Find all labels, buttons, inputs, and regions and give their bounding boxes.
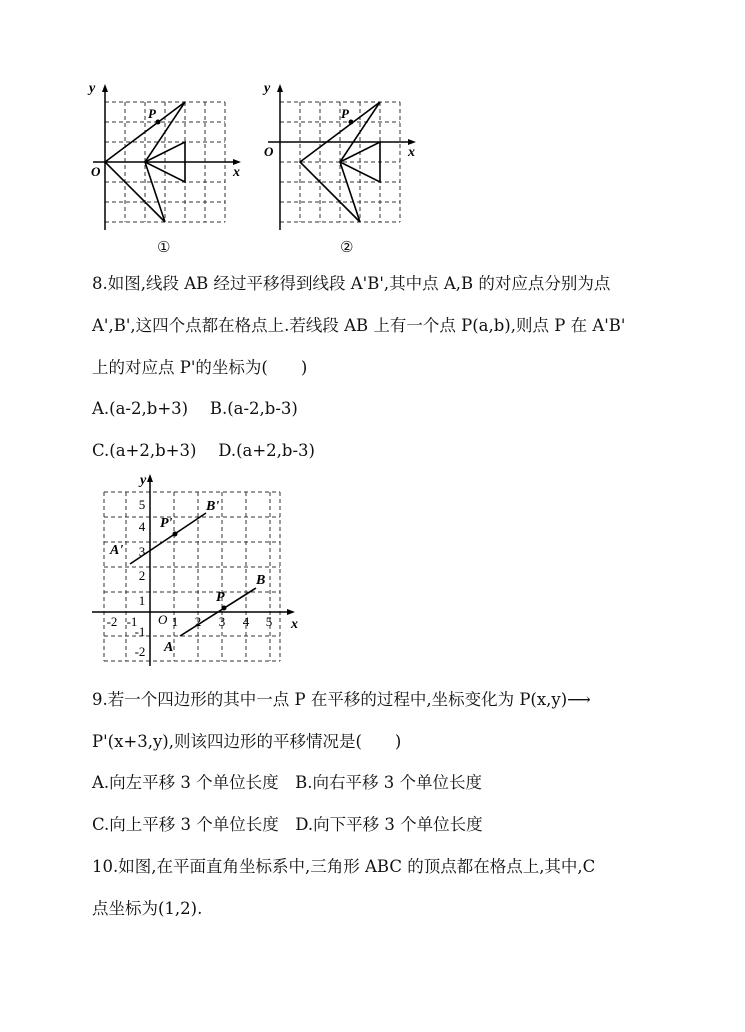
point-p <box>222 606 227 611</box>
figure-2-caption: ② <box>340 238 354 256</box>
p-label: P <box>148 106 156 121</box>
label-p-prime: P' <box>160 516 173 531</box>
y-axis-label: y <box>264 81 271 96</box>
label-a: A <box>164 640 174 655</box>
q8-line-1: 8.如图,线段 AB 经过平移得到线段 A'B',其中点 A,B 的对应点分别为点 <box>92 274 611 293</box>
point-p-prime <box>173 532 178 537</box>
x-tick-neg1: -1 <box>126 614 138 629</box>
y-tick-4: 4 <box>138 519 146 534</box>
point-p <box>156 120 161 125</box>
x-axis-label: x <box>291 617 298 632</box>
label-p: P <box>216 590 225 605</box>
y-axis-label: y <box>140 473 147 488</box>
q8-line-3: 上的对应点 P'的坐标为( ) <box>92 358 308 377</box>
q9-options-1: A.向左平移 3 个单位长度 B.向右平移 3 个单位长度 <box>92 773 483 792</box>
q9-line-1: 9.若一个四边形的其中一点 P 在平移的过程中,坐标变化为 P(x,y)⟶ <box>92 690 591 709</box>
x-tick-2: 2 <box>194 614 202 629</box>
x-tick-1: 1 <box>171 614 179 629</box>
q10-line-1: 10.如图,在平面直角坐标系中,三角形 ABC 的顶点都在格点上,其中,C <box>92 857 596 876</box>
y-tick-3: 3 <box>138 544 146 559</box>
label-a-prime: A' <box>110 543 124 558</box>
y-tick-2: 2 <box>138 568 146 583</box>
x-tick-5: 5 <box>265 614 273 629</box>
q8-options-2: C.(a+2,b+3) D.(a+2,b-3) <box>92 441 315 460</box>
x-tick-neg2: -2 <box>106 614 118 629</box>
y-tick-neg2: -2 <box>134 644 146 659</box>
q8-coordinate-figure <box>88 468 308 668</box>
y-tick-5: 5 <box>138 497 146 512</box>
figure-2 <box>262 78 422 238</box>
figure-1-caption: ① <box>157 238 171 256</box>
p-label: P <box>341 106 349 121</box>
y-tick-1: 1 <box>138 593 146 608</box>
label-b: B <box>256 573 266 588</box>
x-axis-label: x <box>233 165 240 180</box>
point-p <box>349 120 354 125</box>
q8-options-1: A.(a-2,b+3) B.(a-2,b-3) <box>92 399 298 418</box>
origin-label: O <box>91 164 101 179</box>
y-axis-label: y <box>89 81 96 96</box>
q8-line-2: A',B',这四个点都在格点上.若线段 AB 上有一个点 P(a,b),则点 P 在 A'B' <box>92 316 626 335</box>
q9-options-2: C.向上平移 3 个单位长度 D.向下平移 3 个单位长度 <box>92 815 483 834</box>
origin-label: O <box>264 144 274 159</box>
y-tick-neg1: -1 <box>134 624 146 639</box>
x-tick-3: 3 <box>218 614 226 629</box>
label-b-prime: B' <box>206 499 220 514</box>
q10-line-2: 点坐标为(1,2). <box>92 899 203 918</box>
q9-line-2: P'(x+3,y),则该四边形的平移情况是( ) <box>92 732 402 751</box>
figure-1 <box>85 78 245 238</box>
x-axis-label: x <box>408 145 415 160</box>
origin-label: O <box>158 612 168 627</box>
x-tick-4: 4 <box>242 614 250 629</box>
